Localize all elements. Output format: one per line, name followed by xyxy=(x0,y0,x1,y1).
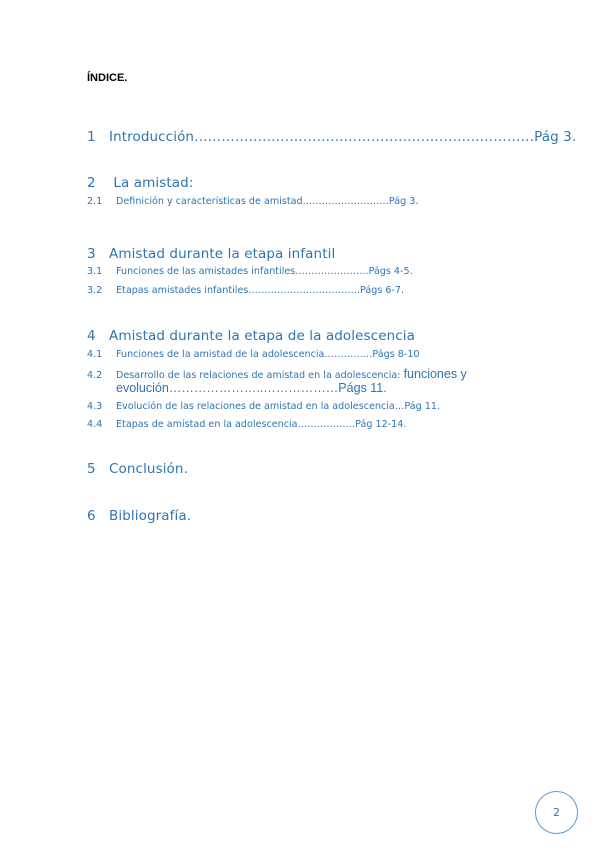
toc-entry-number: 4 xyxy=(87,328,96,344)
toc-entry-number: 3 xyxy=(87,246,96,262)
toc-subentry-4-4[interactable] xyxy=(87,419,406,430)
toc-subentry-4-3[interactable] xyxy=(87,401,440,412)
toc-subentry-text: Evolución de las relaciones de amistad en la adolescencia…Pág 11. xyxy=(116,401,440,412)
toc-subentry-number: 4.3 xyxy=(87,401,103,412)
toc-entry-text: Conclusión. xyxy=(109,461,188,477)
toc-entry-number: 1 xyxy=(87,129,96,145)
toc-subentry-4-2[interactable] xyxy=(87,367,467,381)
page-number: 2 xyxy=(553,806,560,819)
toc-subentry-number: 4.4 xyxy=(87,419,103,430)
toc-subentry-text: Etapas amistades infantiles……………………………..Págs 6-7. xyxy=(116,285,405,296)
toc-subentry-text: Desarrollo de las relaciones de amistad en la adolescencia: xyxy=(116,370,404,381)
toc-entry-etapa-infantil[interactable] xyxy=(87,246,335,262)
toc-entry-number: 6 xyxy=(87,508,96,524)
index-title: ÍNDICE. xyxy=(87,72,128,84)
toc-subentry-number: 3.1 xyxy=(87,266,103,277)
toc-entry-text: Introducción…………………………………………………………………Pág 3. xyxy=(109,129,577,145)
toc-entry-text: Amistad durante la etapa de la adolescencia xyxy=(109,328,416,344)
toc-subentry-text: Funciones de la amistad de la adolescencia……………Págs 8-10 xyxy=(116,349,420,360)
toc-entry-bibliografia[interactable] xyxy=(87,508,191,524)
toc-entry-text: La amistad: xyxy=(109,175,194,191)
toc-subentry-text-continued: funciones y xyxy=(403,367,467,381)
toc-subentry-4-2-line2[interactable] xyxy=(116,381,387,395)
toc-entry-number: 5 xyxy=(87,461,96,477)
toc-subentry-leader-dots: …………………..……………… xyxy=(168,381,339,395)
toc-subentry-number: 4.2 xyxy=(87,370,103,381)
toc-subentry-text: Definición y características de amistad………………………Pág 3. xyxy=(116,196,419,207)
toc-subentry-text: Etapas de amistad en la adolescencia………………Pág 12-14. xyxy=(116,419,407,430)
toc-entry-introduccion[interactable] xyxy=(87,129,576,145)
toc-entry-number: 2 xyxy=(87,175,96,191)
toc-subentry-3-1[interactable] xyxy=(87,266,413,277)
toc-subentry-text: Funciones de las amistades infantiles…………………..Págs 4-5. xyxy=(116,266,413,277)
toc-subentry-number: 3.2 xyxy=(87,285,103,296)
toc-subentry-number: 2.1 xyxy=(87,196,103,207)
toc-entry-adolescencia[interactable] xyxy=(87,328,415,344)
toc-subentry-text-line2: evolución xyxy=(116,381,169,395)
page-number-badge xyxy=(535,791,578,834)
toc-subentry-3-2[interactable] xyxy=(87,285,404,296)
toc-entry-la-amistad[interactable] xyxy=(87,175,193,191)
toc-entry-text: Bibliografía. xyxy=(109,508,192,524)
toc-subentry-4-1[interactable] xyxy=(87,349,420,360)
toc-entry-conclusion[interactable] xyxy=(87,461,188,477)
toc-subentry-2-1[interactable] xyxy=(87,196,418,207)
toc-entry-text: Amistad durante la etapa infantil xyxy=(109,246,336,262)
toc-subentry-page: Págs 11. xyxy=(338,381,387,395)
toc-subentry-number: 4.1 xyxy=(87,349,103,360)
